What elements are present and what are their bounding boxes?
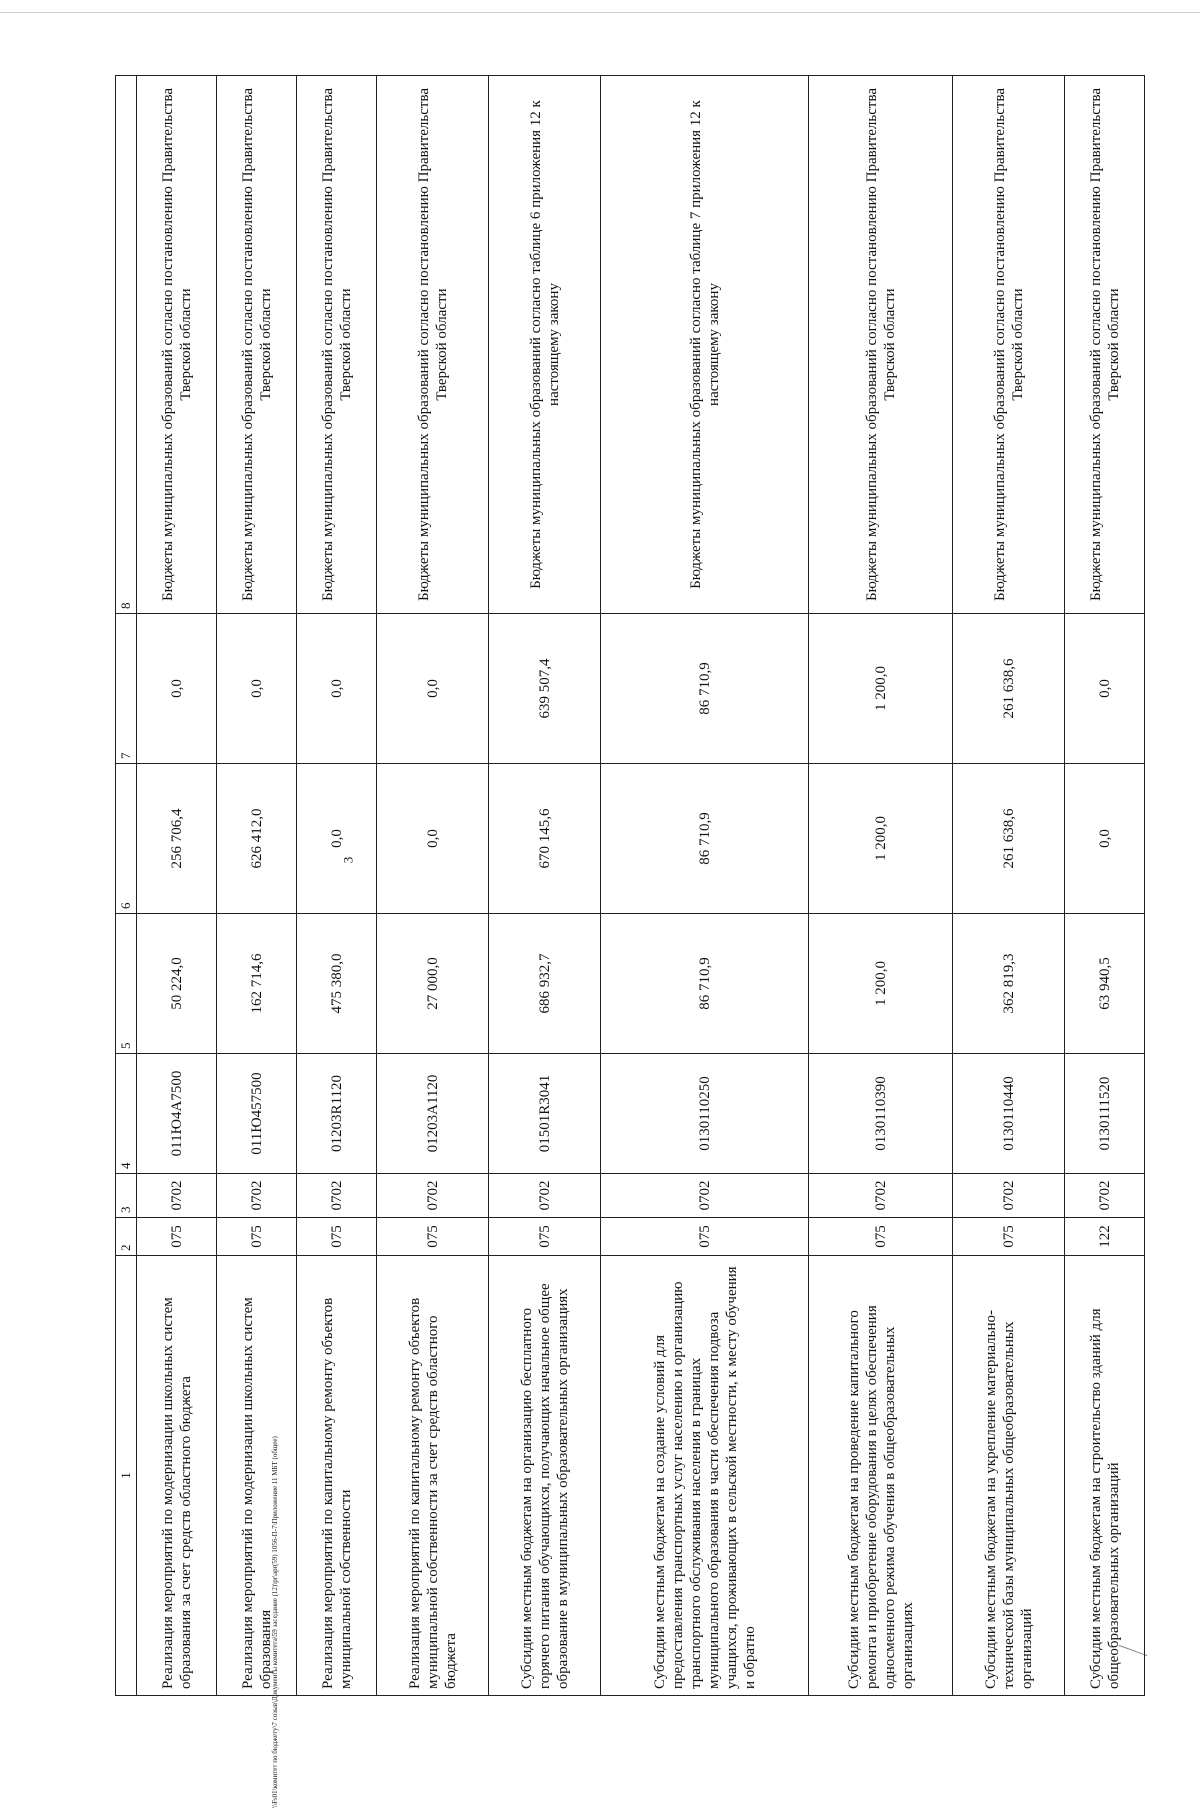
- row-name: Субсидии местным бюджетам на организацию бесплатного горячего питания обучающихся, получающих начальное общее образование в муниципальных образовательных организациях: [489, 1256, 601, 1696]
- table-row: [137, 76, 217, 1696]
- row-name: Субсидии местным бюджетам на строительство зданий для общеобразовательных организаций: [1065, 1256, 1145, 1696]
- table-row: [377, 76, 489, 1696]
- row-rz-code: 0702: [1065, 1174, 1145, 1218]
- row-csr-code: 011Ю457500: [217, 1054, 297, 1174]
- header-col-4: 4: [116, 1054, 137, 1174]
- row-value-6: 0,0: [377, 764, 489, 914]
- row-source: Бюджеты муниципальных образований согласно постановлению Правительства Тверской области: [137, 76, 217, 614]
- scan-edge: [0, 0, 1200, 13]
- row-value-6: 261 638,6: [953, 764, 1065, 914]
- row-rz-code: 0702: [217, 1174, 297, 1218]
- subsidy-table: [115, 75, 1145, 1696]
- row-rz-code: 0702: [377, 1174, 489, 1218]
- row-source: Бюджеты муниципальных образований согласно постановлению Правительства Тверской области: [809, 76, 953, 614]
- row-csr-code: 0130110250: [601, 1054, 809, 1174]
- header-col-8: 8: [116, 76, 137, 614]
- row-csr-code: 011Ю4А7500: [137, 1054, 217, 1174]
- row-value-7: 0,0: [1065, 614, 1145, 764]
- table-row: [809, 76, 953, 1696]
- table-row: [1065, 76, 1145, 1696]
- row-value-5: 686 932,7: [489, 914, 601, 1054]
- row-gr-code: 122: [1065, 1218, 1145, 1256]
- row-gr-code: 075: [953, 1218, 1065, 1256]
- row-value-5: 362 819,3: [953, 914, 1065, 1054]
- row-csr-code: 01501R3041: [489, 1054, 601, 1174]
- row-value-5: 86 710,9: [601, 914, 809, 1054]
- table-row: [217, 76, 297, 1696]
- table-row: [489, 76, 601, 1696]
- page-number: 3: [340, 856, 356, 864]
- row-value-5: 27 000,0: [377, 914, 489, 1054]
- row-csr-code: 01203R1120: [297, 1054, 377, 1174]
- row-source: Бюджеты муниципальных образований согласно таблице 7 приложения 12 к настоящему закону: [601, 76, 809, 614]
- row-source: Бюджеты муниципальных образований согласно постановлению Правительства Тверской области: [377, 76, 489, 614]
- row-csr-code: 0130111520: [1065, 1054, 1145, 1174]
- row-name: Реализация мероприятий по капитальному ремонту объектов муниципальной собственности: [297, 1256, 377, 1696]
- row-value-7: 639 507,4: [489, 614, 601, 764]
- footer-file-path: \\Fs01\комитет по бюджету\7 созыв\Документы комитета\59 заседание (12)\pr\apr(59) 1056-П-7\Приложение 11 МБТ (общее): [271, 1436, 279, 1808]
- header-col-3: 3: [116, 1174, 137, 1218]
- row-value-6: 0,0: [1065, 764, 1145, 914]
- row-source: Бюджеты муниципальных образований согласно постановлению Правительства Тверской области: [953, 76, 1065, 614]
- row-rz-code: 0702: [297, 1174, 377, 1218]
- table-row: [601, 76, 809, 1696]
- row-value-6: 1 200,0: [809, 764, 953, 914]
- row-value-5: 162 714,6: [217, 914, 297, 1054]
- header-row: [116, 76, 137, 1696]
- header-col-1: 1: [116, 1256, 137, 1696]
- row-value-6: 86 710,9: [601, 764, 809, 914]
- row-csr-code: 01203А1120: [377, 1054, 489, 1174]
- row-gr-code: 075: [489, 1218, 601, 1256]
- row-value-5: 50 224,0: [137, 914, 217, 1054]
- header-col-7: 7: [116, 614, 137, 764]
- row-name: Реализация мероприятий по капитальному ремонту объектов муниципальной собственности за счет средств областного бюджета: [377, 1256, 489, 1696]
- row-rz-code: 0702: [809, 1174, 953, 1218]
- row-source: Бюджеты муниципальных образований согласно постановлению Правительства Тверской области: [217, 76, 297, 614]
- row-gr-code: 075: [601, 1218, 809, 1256]
- row-source: Бюджеты муниципальных образований согласно таблице 6 приложения 12 к настоящему закону: [489, 76, 601, 614]
- rotated-table-container: [115, 76, 1145, 1696]
- row-gr-code: 075: [217, 1218, 297, 1256]
- row-source: Бюджеты муниципальных образований согласно постановлению Правительства Тверской области: [1065, 76, 1145, 614]
- row-csr-code: 0130110390: [809, 1054, 953, 1174]
- row-name: Субсидии местным бюджетам на создание условий для предоставления транспортных услуг населению и организацию транспортного обслуживания населения в границах муниципального образования в части обеспечения подвоза учащихся, проживающих в сельской местности, к месту обучения и обратно: [601, 1256, 809, 1696]
- table-row: [297, 76, 377, 1696]
- row-value-7: 0,0: [217, 614, 297, 764]
- table-row: [953, 76, 1065, 1696]
- header-col-5: 5: [116, 914, 137, 1054]
- row-value-7: 261 638,6: [953, 614, 1065, 764]
- row-value-6: 626 412,0: [217, 764, 297, 914]
- row-value-6: 0,0: [297, 764, 377, 914]
- row-value-7: 0,0: [377, 614, 489, 764]
- row-name: Субсидии местным бюджетам на проведение капитального ремонта и приобретение оборудования в целях обеспечения односменного режима обучения в общеобразовательных организациях: [809, 1256, 953, 1696]
- row-rz-code: 0702: [137, 1174, 217, 1218]
- row-value-5: 475 380,0: [297, 914, 377, 1054]
- row-value-7: 86 710,9: [601, 614, 809, 764]
- row-rz-code: 0702: [601, 1174, 809, 1218]
- row-value-7: 0,0: [137, 614, 217, 764]
- row-gr-code: 075: [377, 1218, 489, 1256]
- row-value-7: 0,0: [297, 614, 377, 764]
- row-value-5: 1 200,0: [809, 914, 953, 1054]
- row-rz-code: 0702: [953, 1174, 1065, 1218]
- row-source: Бюджеты муниципальных образований согласно постановлению Правительства Тверской области: [297, 76, 377, 614]
- row-gr-code: 075: [297, 1218, 377, 1256]
- row-gr-code: 075: [137, 1218, 217, 1256]
- row-value-7: 1 200,0: [809, 614, 953, 764]
- header-col-2: 2: [116, 1218, 137, 1256]
- row-rz-code: 0702: [489, 1174, 601, 1218]
- row-value-6: 256 706,4: [137, 764, 217, 914]
- row-name: Реализация мероприятий по модернизации школьных систем образования: [217, 1256, 297, 1696]
- row-name: Субсидии местным бюджетам на укрепление материально-технической базы муниципальных общеобразовательных организаций: [953, 1256, 1065, 1696]
- row-name: Реализация мероприятий по модернизации школьных систем образования за счет средств областного бюджета: [137, 1256, 217, 1696]
- row-gr-code: 075: [809, 1218, 953, 1256]
- row-value-6: 670 145,6: [489, 764, 601, 914]
- header-col-6: 6: [116, 764, 137, 914]
- row-value-5: 63 940,5: [1065, 914, 1145, 1054]
- row-csr-code: 0130110440: [953, 1054, 1065, 1174]
